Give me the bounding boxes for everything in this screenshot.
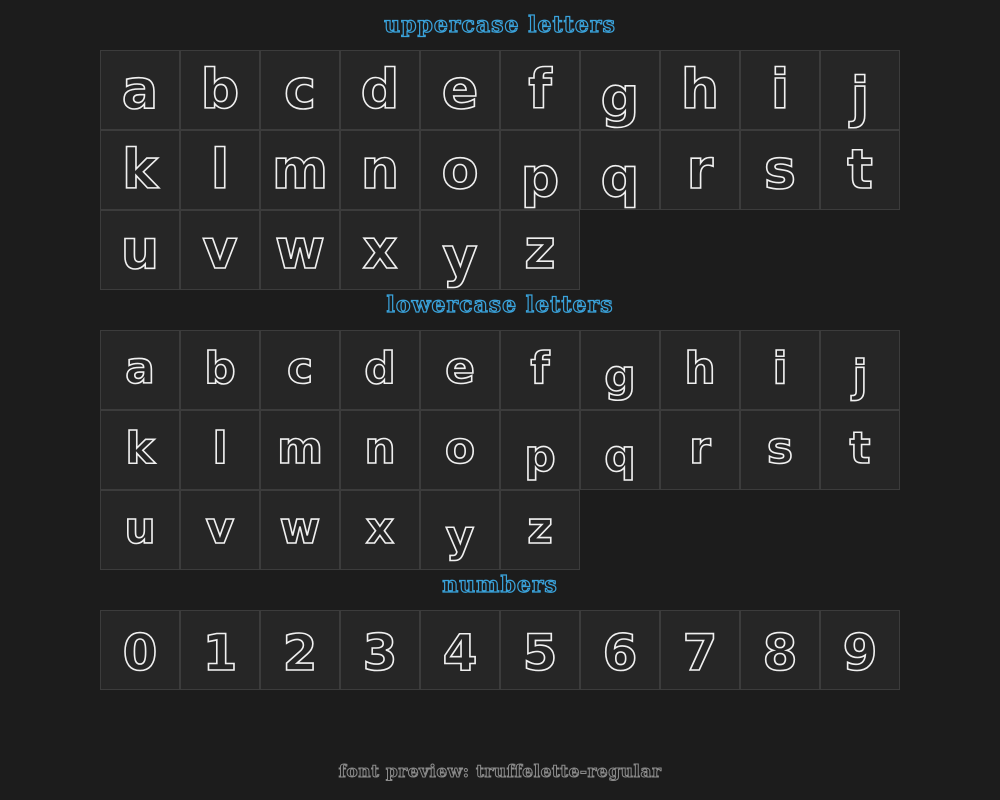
- glyph-character: u: [120, 218, 160, 281]
- glyph-cell: [420, 330, 500, 410]
- section-title-numbers: numbers: [442, 572, 558, 598]
- glyph-cell: [340, 50, 420, 130]
- glyph-cell: [420, 410, 500, 490]
- glyph-character: z: [527, 503, 553, 554]
- glyph-character: 0: [122, 624, 158, 682]
- glyph-cell: [100, 130, 180, 210]
- glyph-character: 5: [522, 624, 558, 682]
- glyph-cell: [820, 50, 900, 130]
- glyph-character: h: [684, 343, 716, 394]
- glyph-character: q: [604, 431, 636, 482]
- glyph-character: 2: [282, 624, 318, 682]
- glyph-cell: [340, 610, 420, 690]
- glyph-cell: [260, 210, 340, 290]
- glyph-cell: [260, 490, 340, 570]
- glyph-character: g: [604, 351, 636, 402]
- glyph-cell: [340, 410, 420, 490]
- glyph-character: l: [210, 138, 230, 201]
- section-title-uppercase: uppercase letters: [384, 12, 616, 38]
- glyph-cell: [580, 130, 660, 210]
- glyph-character: n: [364, 423, 396, 474]
- glyph-cell: [260, 410, 340, 490]
- glyph-cell: [740, 610, 820, 690]
- glyph-cell: [500, 210, 580, 290]
- glyph-cell: [260, 610, 340, 690]
- glyph-cell: [100, 410, 180, 490]
- glyph-cell: [100, 50, 180, 130]
- glyph-character: h: [680, 58, 720, 121]
- glyph-cell: [660, 130, 740, 210]
- glyph-grid-numbers: [100, 610, 900, 690]
- glyph-cell: [180, 130, 260, 210]
- glyph-character: n: [360, 138, 400, 201]
- glyph-character: k: [122, 138, 158, 201]
- section-title-lowercase: lowercase letters: [386, 292, 614, 318]
- glyph-cell: [580, 410, 660, 490]
- glyph-cell: [420, 210, 500, 290]
- glyph-character: q: [600, 146, 640, 209]
- glyph-cell: [740, 410, 820, 490]
- glyph-character: o: [444, 423, 476, 474]
- glyph-character: l: [212, 423, 228, 474]
- glyph-cell: [100, 610, 180, 690]
- glyph-character: m: [277, 423, 323, 474]
- glyph-character: r: [686, 138, 714, 201]
- glyph-cell: [420, 130, 500, 210]
- glyph-character: z: [524, 218, 556, 281]
- glyph-character: w: [279, 503, 321, 554]
- glyph-character: j: [852, 351, 868, 402]
- glyph-character: j: [850, 66, 870, 129]
- glyph-cell: [420, 610, 500, 690]
- glyph-character: e: [441, 58, 479, 121]
- glyph-character: s: [766, 423, 794, 474]
- glyph-cell: [180, 50, 260, 130]
- glyph-cell: [820, 610, 900, 690]
- glyph-character: g: [600, 66, 640, 129]
- glyph-character: i: [772, 343, 788, 394]
- glyph-cell: [100, 330, 180, 410]
- glyph-character: f: [530, 343, 550, 394]
- glyph-cell: [660, 50, 740, 130]
- glyph-cell: [500, 610, 580, 690]
- glyph-character: 8: [762, 624, 798, 682]
- glyph-character: c: [286, 343, 314, 394]
- glyph-character: v: [205, 503, 235, 554]
- glyph-cell: [500, 50, 580, 130]
- glyph-character: a: [125, 343, 155, 394]
- glyph-character: v: [202, 218, 238, 281]
- glyph-cell: [100, 210, 180, 290]
- glyph-character: c: [283, 58, 316, 121]
- glyph-cell: [260, 50, 340, 130]
- glyph-cell: [740, 130, 820, 210]
- glyph-character: 3: [362, 624, 398, 682]
- glyph-cell: [660, 410, 740, 490]
- glyph-cell: [740, 330, 820, 410]
- glyph-cell: [100, 490, 180, 570]
- glyph-cell: [340, 130, 420, 210]
- glyph-character: t: [849, 423, 871, 474]
- glyph-character: a: [121, 58, 159, 121]
- glyph-character: d: [360, 58, 400, 121]
- glyph-character: y: [445, 511, 475, 562]
- glyph-cell: [500, 490, 580, 570]
- glyph-cell: [580, 50, 660, 130]
- glyph-cell: [500, 330, 580, 410]
- glyph-cell: [260, 330, 340, 410]
- glyph-cell: [340, 330, 420, 410]
- glyph-cell: [660, 330, 740, 410]
- glyph-character: t: [847, 138, 873, 201]
- glyph-cell: [660, 610, 740, 690]
- glyph-character: 1: [202, 624, 238, 682]
- glyph-character: r: [689, 423, 711, 474]
- glyph-character: 7: [682, 624, 718, 682]
- glyph-cell: [820, 130, 900, 210]
- glyph-character: 9: [842, 624, 878, 682]
- glyph-character: b: [204, 343, 236, 394]
- glyph-cell: [420, 50, 500, 130]
- footer-caption: font preview: truffelette-regular: [338, 762, 662, 782]
- glyph-cell: [420, 490, 500, 570]
- glyph-character: y: [442, 226, 478, 289]
- glyph-character: w: [275, 218, 325, 281]
- glyph-character: k: [125, 423, 155, 474]
- glyph-cell: [260, 130, 340, 210]
- glyph-character: s: [763, 138, 797, 201]
- glyph-character: i: [770, 58, 790, 121]
- glyph-cell: [180, 410, 260, 490]
- glyph-cell: [180, 490, 260, 570]
- glyph-character: f: [528, 58, 552, 121]
- glyph-cell: [500, 410, 580, 490]
- glyph-grid-uppercase: [100, 50, 900, 290]
- glyph-cell: [180, 210, 260, 290]
- glyph-character: b: [200, 58, 240, 121]
- glyph-cell: [820, 330, 900, 410]
- glyph-character: x: [362, 218, 398, 281]
- glyph-character: x: [365, 503, 395, 554]
- glyph-grid-lowercase: [100, 330, 900, 570]
- glyph-character: p: [524, 431, 556, 482]
- glyph-cell: [180, 610, 260, 690]
- glyph-cell: [340, 210, 420, 290]
- glyph-character: u: [124, 503, 156, 554]
- glyph-character: 6: [602, 624, 638, 682]
- glyph-cell: [580, 330, 660, 410]
- glyph-character: d: [364, 343, 396, 394]
- glyph-cell: [500, 130, 580, 210]
- glyph-character: 4: [442, 624, 478, 682]
- glyph-character: o: [441, 138, 479, 201]
- glyph-character: m: [271, 138, 329, 201]
- glyph-cell: [180, 330, 260, 410]
- glyph-character: p: [520, 146, 560, 209]
- glyph-character: e: [445, 343, 475, 394]
- glyph-cell: [820, 410, 900, 490]
- glyph-cell: [580, 610, 660, 690]
- glyph-cell: [740, 50, 820, 130]
- glyph-cell: [340, 490, 420, 570]
